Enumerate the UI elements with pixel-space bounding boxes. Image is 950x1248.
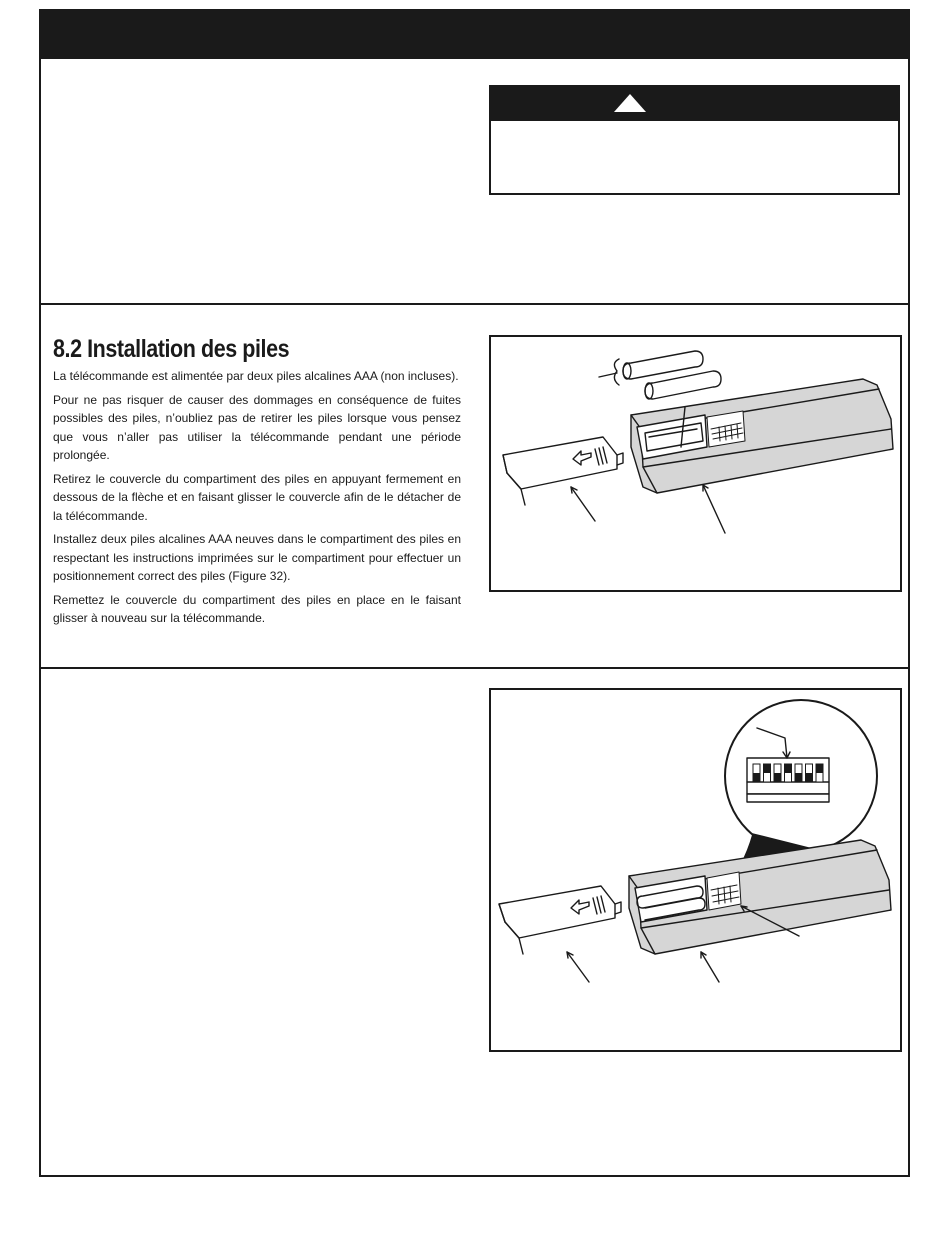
figure-dip-switch bbox=[489, 688, 902, 1052]
paragraph-batteries-type: La télécommande est alimentée par deux piles alcalines AAA (non incluses). bbox=[53, 369, 459, 383]
paragraph-replace-cover: Remettez le couvercle du compartiment des piles en place en le faisant glisser à nouveau sur la télécommande. bbox=[53, 592, 461, 625]
paragraph-install-batteries: Installez deux piles alcalines AAA neuves dans le compartiment des piles en respectant les instructions imprimées sur le compartiment pour effectuer un positionnement correct des piles (Figure 32). bbox=[53, 532, 461, 583]
battery-icon bbox=[645, 371, 721, 399]
header-bar bbox=[41, 11, 908, 59]
section-divider-top bbox=[41, 303, 908, 305]
dip-switch-knob bbox=[795, 773, 802, 782]
dip-switch-knob bbox=[753, 773, 760, 782]
dip-switch-knob bbox=[806, 773, 813, 782]
dip-switch-knob bbox=[774, 773, 781, 782]
section-divider-bottom bbox=[41, 667, 908, 669]
remote-dip-switch-illustration bbox=[491, 690, 900, 1050]
dip-switch-knob bbox=[764, 764, 771, 773]
section-body bbox=[53, 367, 461, 633]
paragraph-leak-warning: Pour ne pas risquer de causer des dommages en conséquence de fuites possibles des piles, n’oubliez pas de retirer les piles lorsque vous pensez que vous n’aller pas utiliser la télécommande pendant une période prolongée. bbox=[53, 392, 461, 462]
section-title: 8.2 Installation des piles bbox=[53, 335, 290, 363]
warning-triangle-icon bbox=[613, 93, 647, 113]
paragraph-remove-cover: Retirez le couvercle du compartiment des piles en appuyant fermement en dessous de la flèche et en faisant glisser le couvercle afin de le détacher de la télécommande. bbox=[53, 471, 461, 523]
figure-battery-installation bbox=[489, 335, 902, 592]
dip-switch-knob bbox=[785, 764, 792, 773]
warning-box bbox=[489, 85, 900, 195]
dip-switch-group bbox=[753, 764, 823, 782]
dip-switch-knob bbox=[816, 764, 823, 773]
warning-header bbox=[491, 87, 898, 121]
remote-battery-installation-illustration bbox=[491, 337, 900, 590]
page-frame bbox=[39, 9, 910, 1177]
